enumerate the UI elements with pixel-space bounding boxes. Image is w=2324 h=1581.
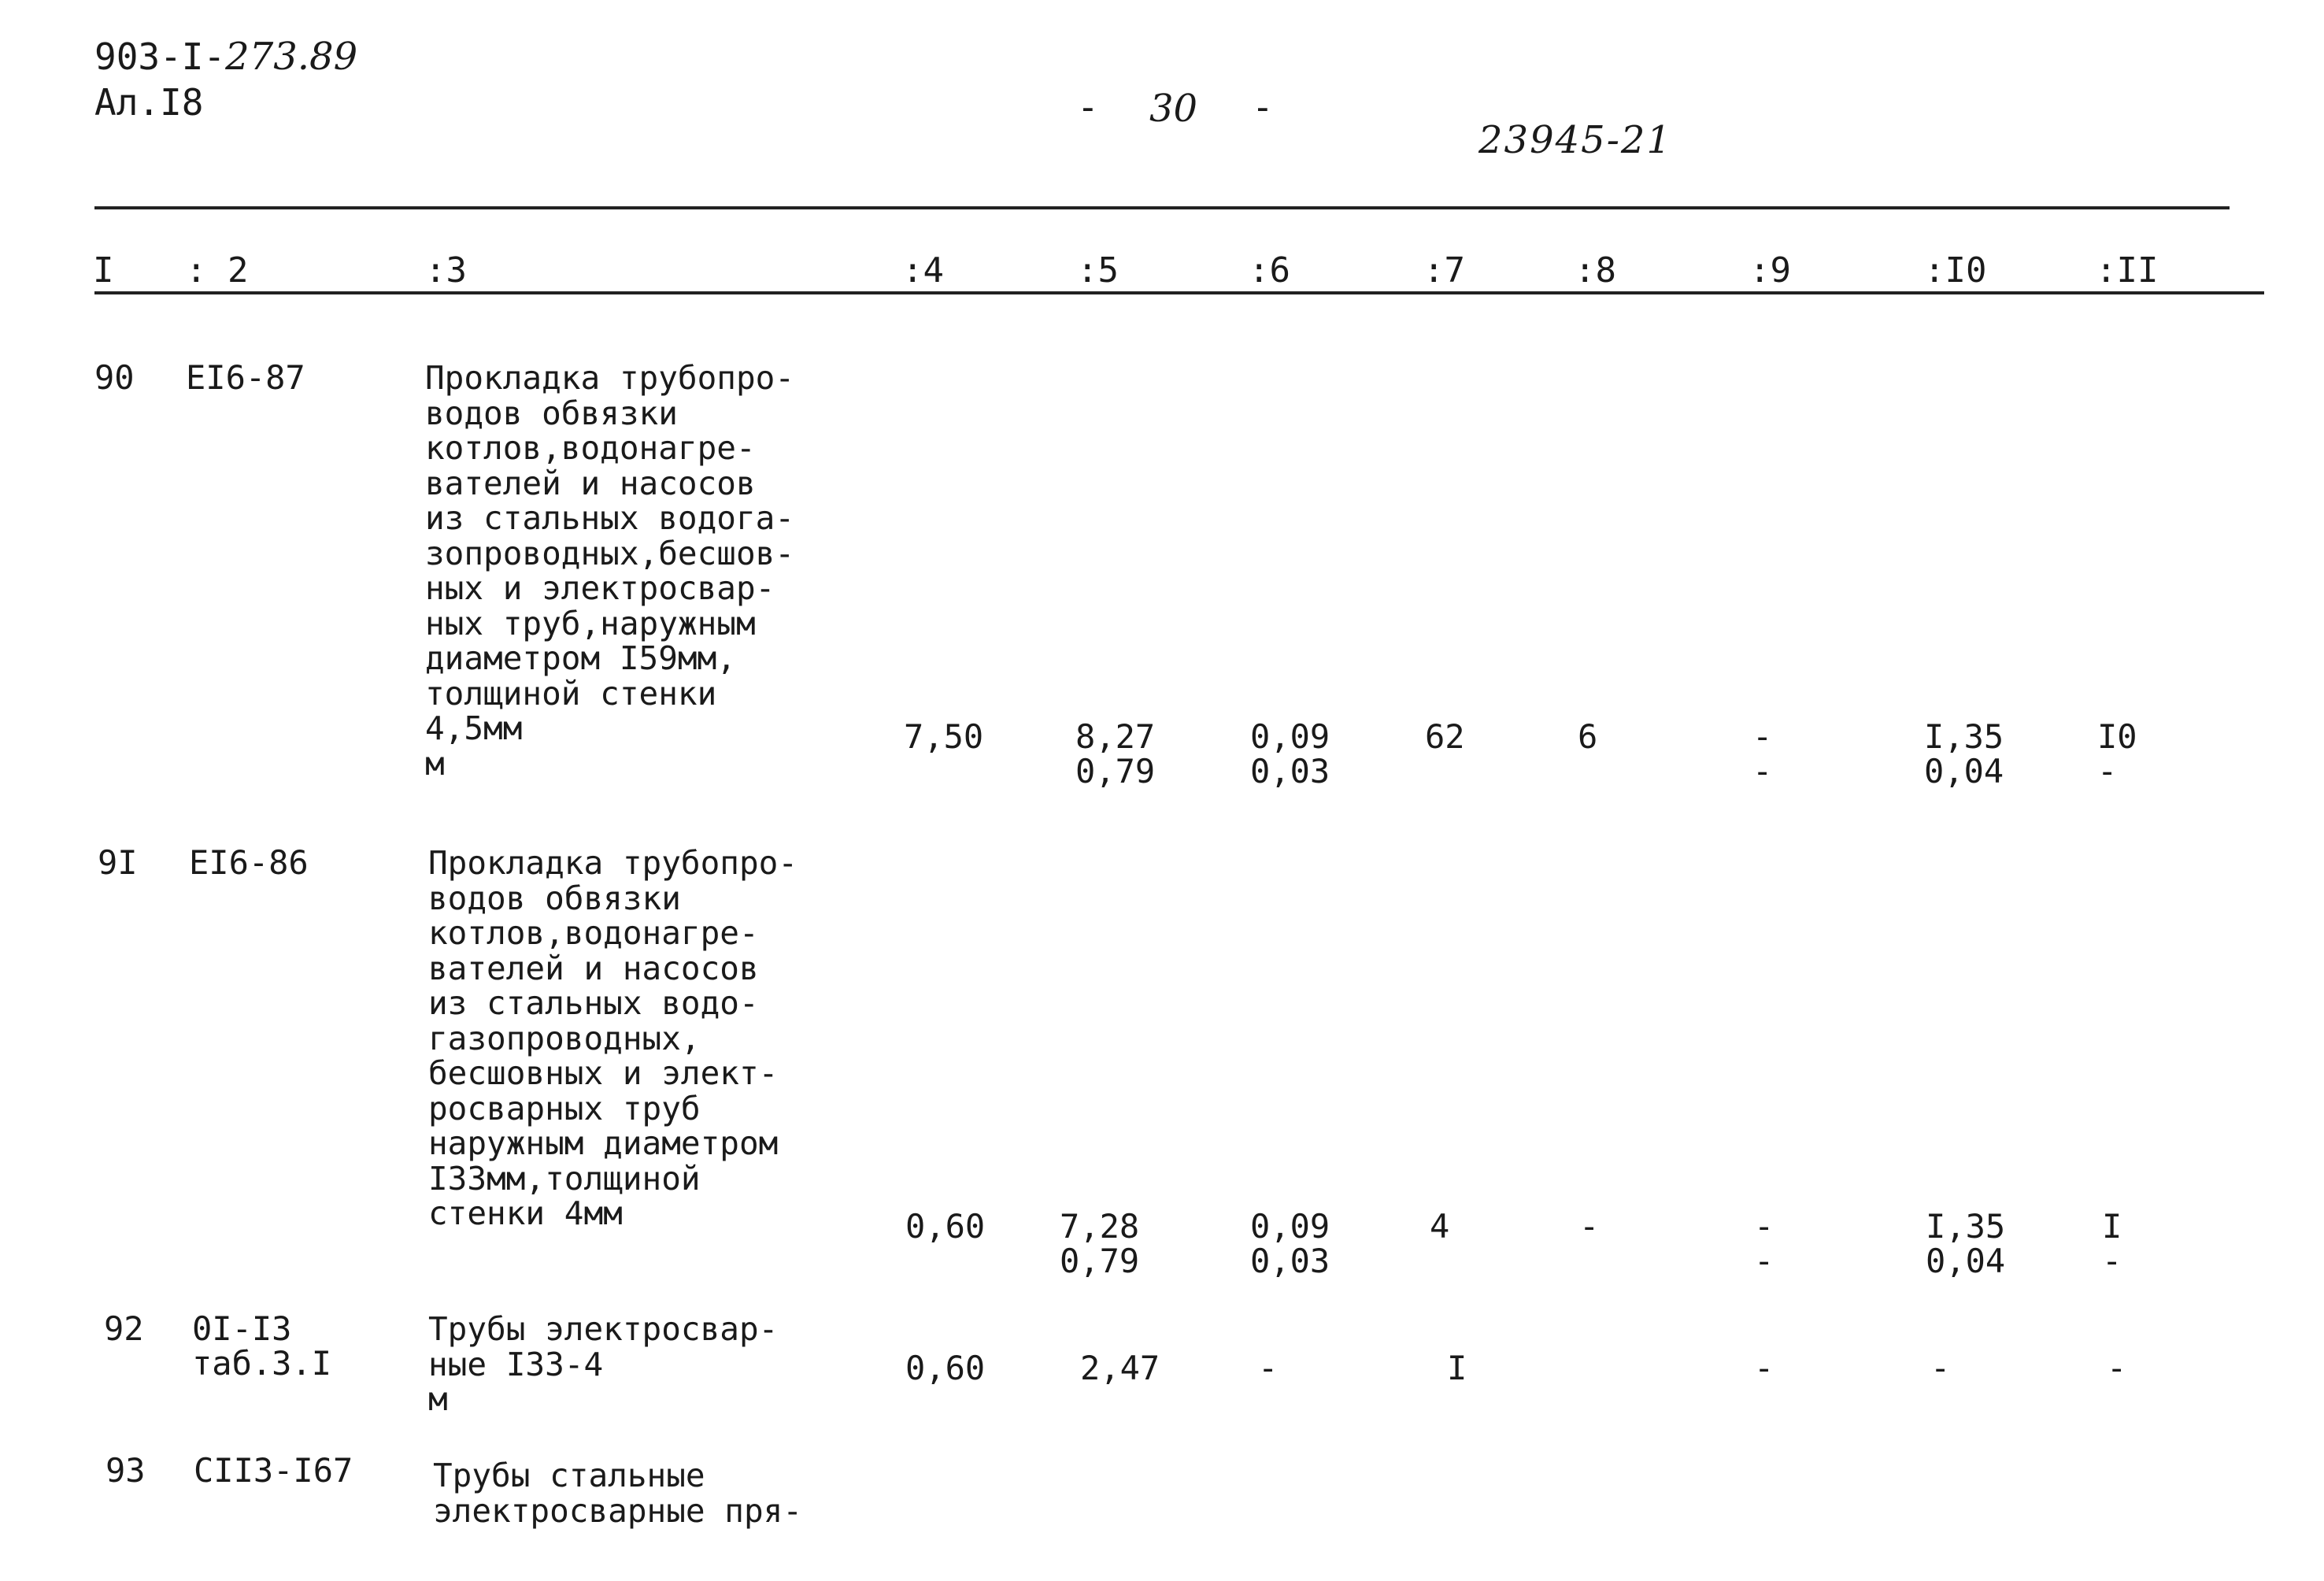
- column-header-2: : 2: [186, 250, 249, 291]
- row-description: Прокладка трубопро- водов обвязки котлов,водонагре- вателей и насосов из стальных водо- газопроводных, бесшовных и элект- росварных труб наружным диаметром I33мм,толщиной стенки 4мм: [428, 844, 797, 1232]
- row-number: 9I: [98, 843, 138, 882]
- page-dash-left: -: [1077, 86, 1099, 128]
- row-col6: 0,09 0,03: [1250, 1207, 1330, 1280]
- row-col9: -: [1754, 1349, 1774, 1387]
- inventory-number: 23945-21: [1478, 118, 1672, 162]
- row-col6: -: [1258, 1349, 1279, 1387]
- row-description: Трубы стальные электросварные пря-: [433, 1457, 802, 1530]
- row-col8: 6: [1578, 717, 1598, 756]
- row-code: 0I-I3 таб.3.I: [192, 1309, 332, 1383]
- row-col10: I,35 0,04: [1926, 1207, 2006, 1280]
- row-description: Трубы электросвар- ные I33-4 м: [428, 1310, 779, 1418]
- document-code-handwritten: 273.89: [225, 35, 358, 79]
- row-col7: 4: [1430, 1207, 1450, 1246]
- row-number: 90: [94, 358, 135, 397]
- column-header-5: :5: [1077, 250, 1119, 291]
- column-header-11: :II: [2096, 250, 2159, 291]
- row-code: EI6-87: [186, 358, 305, 397]
- row-col6: 0,09 0,03: [1250, 717, 1330, 790]
- page-number: 30: [1149, 87, 1198, 131]
- column-header-6: :6: [1249, 250, 1290, 291]
- row-col11: I -: [2102, 1207, 2122, 1280]
- sheet-label: Ал.I8: [94, 81, 204, 124]
- column-header-3: :3: [425, 250, 467, 291]
- row-col11: -: [2107, 1349, 2127, 1387]
- row-number: 92: [104, 1309, 144, 1348]
- row-col9: - -: [1752, 717, 1773, 790]
- document-code-printed: 903-I-: [94, 35, 226, 78]
- row-col8: -: [1579, 1207, 1600, 1246]
- column-header-7: :7: [1423, 250, 1465, 291]
- row-col4: 7,50: [904, 717, 984, 756]
- row-col11: I0 -: [2097, 717, 2137, 790]
- column-header-10: :I0: [1924, 250, 1987, 291]
- column-header-8: :8: [1575, 250, 1616, 291]
- row-col10: -: [1930, 1349, 1951, 1387]
- row-col10: I,35 0,04: [1924, 717, 2004, 790]
- column-header-9: :9: [1749, 250, 1791, 291]
- column-header-4: :4: [902, 250, 944, 291]
- row-col7: 62: [1425, 717, 1465, 756]
- row-number: 93: [105, 1451, 146, 1490]
- row-col9: - -: [1754, 1207, 1774, 1280]
- column-header-1: I: [93, 250, 114, 291]
- row-code: CII3-I67: [194, 1451, 353, 1490]
- row-col5: 2,47: [1080, 1349, 1160, 1387]
- top-rule: [94, 206, 2230, 209]
- row-col4: 0,60: [905, 1207, 986, 1246]
- row-description: Прокладка трубопро- водов обвязки котлов,водонагре- вателей и насосов из стальных водога- зопроводных,бесшов- ных и электросвар- ных труб,наружным диаметром I59мм, толщиной стенки 4,5мм м: [425, 359, 794, 783]
- document-code: [94, 35, 358, 79]
- row-col4: 0,60: [905, 1349, 986, 1387]
- page-dash-right: -: [1252, 86, 1274, 128]
- row-col7: I: [1447, 1349, 1467, 1387]
- row-col5: 8,27 0,79: [1075, 717, 1156, 790]
- row-code: EI6-86: [189, 843, 309, 882]
- row-col5: 7,28 0,79: [1060, 1207, 1140, 1280]
- column-header-rule: [94, 291, 2264, 294]
